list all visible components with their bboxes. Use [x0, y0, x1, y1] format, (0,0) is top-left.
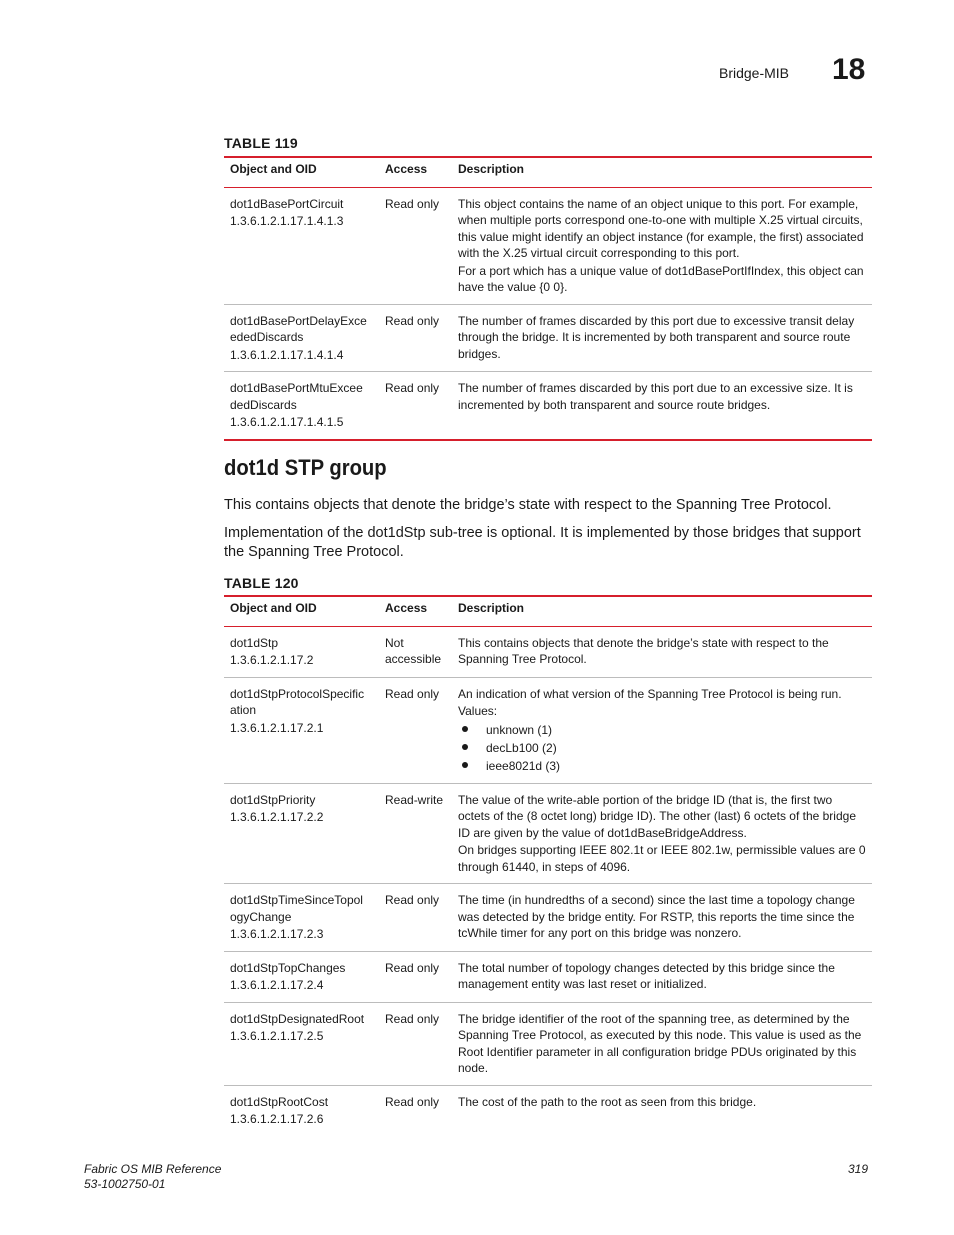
section-intro-paragraph: This contains objects that denote the bridge’s state with respect to the Spanning Tree Protocol.: [224, 497, 832, 513]
column-header-access: Access: [379, 596, 452, 626]
object-cell: [224, 1002, 379, 1085]
description-cell: [452, 626, 872, 677]
table-row: [224, 951, 872, 1002]
description-text: The time (in hundredths of a second) since the last time a topology change was detected by the bridge entity. For RSTP, this reports the time since the tcWhile timer for any port on this bridge was nonzero.: [458, 893, 855, 940]
section-implementation-paragraph: Implementation of the dot1dStp sub-tree is optional. It is implemented by those bridges that support the Spanning Tree Protocol.: [224, 525, 861, 560]
object-oid: 1.3.6.1.2.1.17.1.4.1.3: [230, 214, 344, 228]
footer-doc-number: 53-1002750-01: [84, 1177, 166, 1191]
access-cell: Read only: [379, 884, 452, 952]
description-text: This contains objects that denote the bridge’s state with respect to the Spanning Tree Protocol.: [458, 635, 829, 666]
object-cell: [224, 304, 379, 372]
description-text: The number of frames discarded by this port due to excessive transit delay through the bridge. It is incremented by both transparent and source route bridges.: [458, 313, 855, 361]
object-name: dot1dStpRootCost: [230, 1094, 329, 1109]
value-item: ieee8021d (3): [486, 757, 866, 775]
description-cell: [452, 372, 872, 440]
object-oid: 1.3.6.1.2.1.17.2.2: [230, 810, 324, 824]
object-oid: 1.3.6.1.2.1.17.1.4.1.4: [230, 347, 344, 362]
object-name: dot1dBasePortCircuit: [230, 196, 344, 211]
table-119-label: TABLE 119: [224, 135, 298, 151]
description-cell: [452, 1085, 872, 1136]
access-cell: Read only: [379, 677, 452, 783]
object-name: dot1dBasePortDelayExce ededDiscards: [230, 313, 367, 344]
table-row: [224, 1085, 872, 1136]
table-120-label: TABLE 120: [224, 575, 299, 591]
object-cell: [224, 783, 379, 884]
access-cell: Read only: [385, 1094, 440, 1109]
description-text: Values:: [458, 704, 498, 718]
object-oid: 1.3.6.1.2.1.17.2: [230, 653, 314, 667]
access-cell: Read only: [379, 304, 452, 372]
table-row: [224, 783, 872, 884]
object-oid: 1.3.6.1.2.1.17.2.5: [230, 1029, 324, 1043]
access-cell: Read only: [379, 1002, 452, 1085]
description-cell: [452, 783, 872, 884]
column-header-object: Object and OID: [224, 596, 379, 626]
description-text: The bridge identifier of the root of the spanning tree, as determined by the Spanning Tree Protocol, as executed by this node. This value is used as the Root Identifier parameter in all configuration bridge PDUs originated by this node.: [458, 1011, 862, 1075]
object-name: dot1dBasePortMtuExcee dedDiscards: [230, 381, 363, 412]
access-cell: Read only: [379, 951, 452, 1002]
table-row: [224, 626, 872, 677]
description-cell: [452, 1002, 872, 1085]
description-text: The value of the write-able portion of the bridge ID (that is, the first two octets of the (8 octet long) bridge ID). The other (last) 6 octets of the bridge ID are given by the value of dot1dBaseBridgeAddress.: [458, 792, 856, 840]
table-row: [224, 372, 872, 440]
description-cell: [452, 884, 872, 952]
object-name: dot1dStpTopChanges: [230, 960, 346, 975]
table-119: [224, 156, 872, 441]
table-row: [224, 304, 872, 372]
object-name: dot1dStpTimeSinceTopol ogyChange: [230, 893, 363, 924]
description-text: The number of frames discarded by this port due to an excessive size. It is incremented by both transparent and source route bridges.: [458, 381, 853, 412]
object-oid: 1.3.6.1.2.1.17.2.1: [230, 720, 324, 735]
table-row: [224, 187, 872, 304]
access-cell: Read-write: [379, 783, 452, 884]
values-list: [458, 721, 866, 775]
value-item: decLb100 (2): [486, 739, 866, 757]
object-cell: [224, 951, 379, 1002]
column-header-object: Object and OID: [224, 157, 379, 187]
object-name: dot1dStp: [230, 635, 279, 650]
access-cell: Read only: [379, 372, 452, 440]
description-text: The total number of topology changes detected by this bridge since the management entity was last reset or initialized.: [458, 960, 835, 991]
object-cell: [224, 677, 379, 783]
table-row: [224, 677, 872, 783]
footer-doc-title: Fabric OS MIB Reference: [84, 1162, 222, 1176]
object-oid: 1.3.6.1.2.1.17.2.4: [230, 978, 324, 992]
object-oid: 1.3.6.1.2.1.17.2.6: [230, 1112, 324, 1126]
description-text: The cost of the path to the root as seen from this bridge.: [458, 1094, 757, 1109]
object-cell: [224, 884, 379, 952]
description-cell: [452, 304, 872, 372]
description-text: An indication of what version of the Spanning Tree Protocol is being run.: [458, 686, 842, 701]
object-cell: [224, 187, 379, 304]
table-120: [224, 595, 872, 1136]
object-name: dot1dStpDesignatedRoot: [230, 1011, 365, 1026]
column-header-access: Access: [379, 157, 452, 187]
object-cell: [224, 1085, 379, 1136]
object-cell: [224, 372, 379, 440]
running-header-section: Bridge-MIB: [719, 65, 790, 81]
object-name: dot1dStpProtocolSpecific ation: [230, 686, 365, 717]
access-cell: Read only: [379, 187, 452, 304]
description-cell: [452, 187, 872, 304]
description-cell: [452, 951, 872, 1002]
table-row: [224, 1002, 872, 1085]
access-cell: Not accessible: [379, 626, 452, 677]
description-text: For a port which has a unique value of dot1dBasePortIfIndex, this object can have the value {0 0}.: [458, 263, 864, 294]
object-cell: [224, 626, 379, 677]
description-text: This object contains the name of an object unique to this port. For example, when multiple ports correspond one-to-one with multiple X.25 virtual circuits, this value might identify an object instance (for example, the first) associated with the X.25 virtual circuit corresponding to this port.: [458, 196, 864, 260]
footer-page-number: 319: [848, 1162, 869, 1176]
value-item: unknown (1): [486, 721, 866, 739]
object-oid: 1.3.6.1.2.1.17.1.4.1.5: [230, 415, 344, 429]
object-name: dot1dStpPriority: [230, 792, 316, 807]
column-header-description: Description: [452, 157, 872, 187]
table-row: [224, 884, 872, 952]
description-text: On bridges supporting IEEE 802.1t or IEEE 802.1w, permissible values are 0 through 61440, in steps of 4096.: [458, 843, 866, 874]
section-title: dot1d STP group: [224, 455, 387, 480]
description-cell: [452, 677, 872, 783]
object-oid: 1.3.6.1.2.1.17.2.3: [230, 927, 324, 941]
chapter-number: 18: [832, 53, 866, 86]
column-header-description: Description: [452, 596, 872, 626]
